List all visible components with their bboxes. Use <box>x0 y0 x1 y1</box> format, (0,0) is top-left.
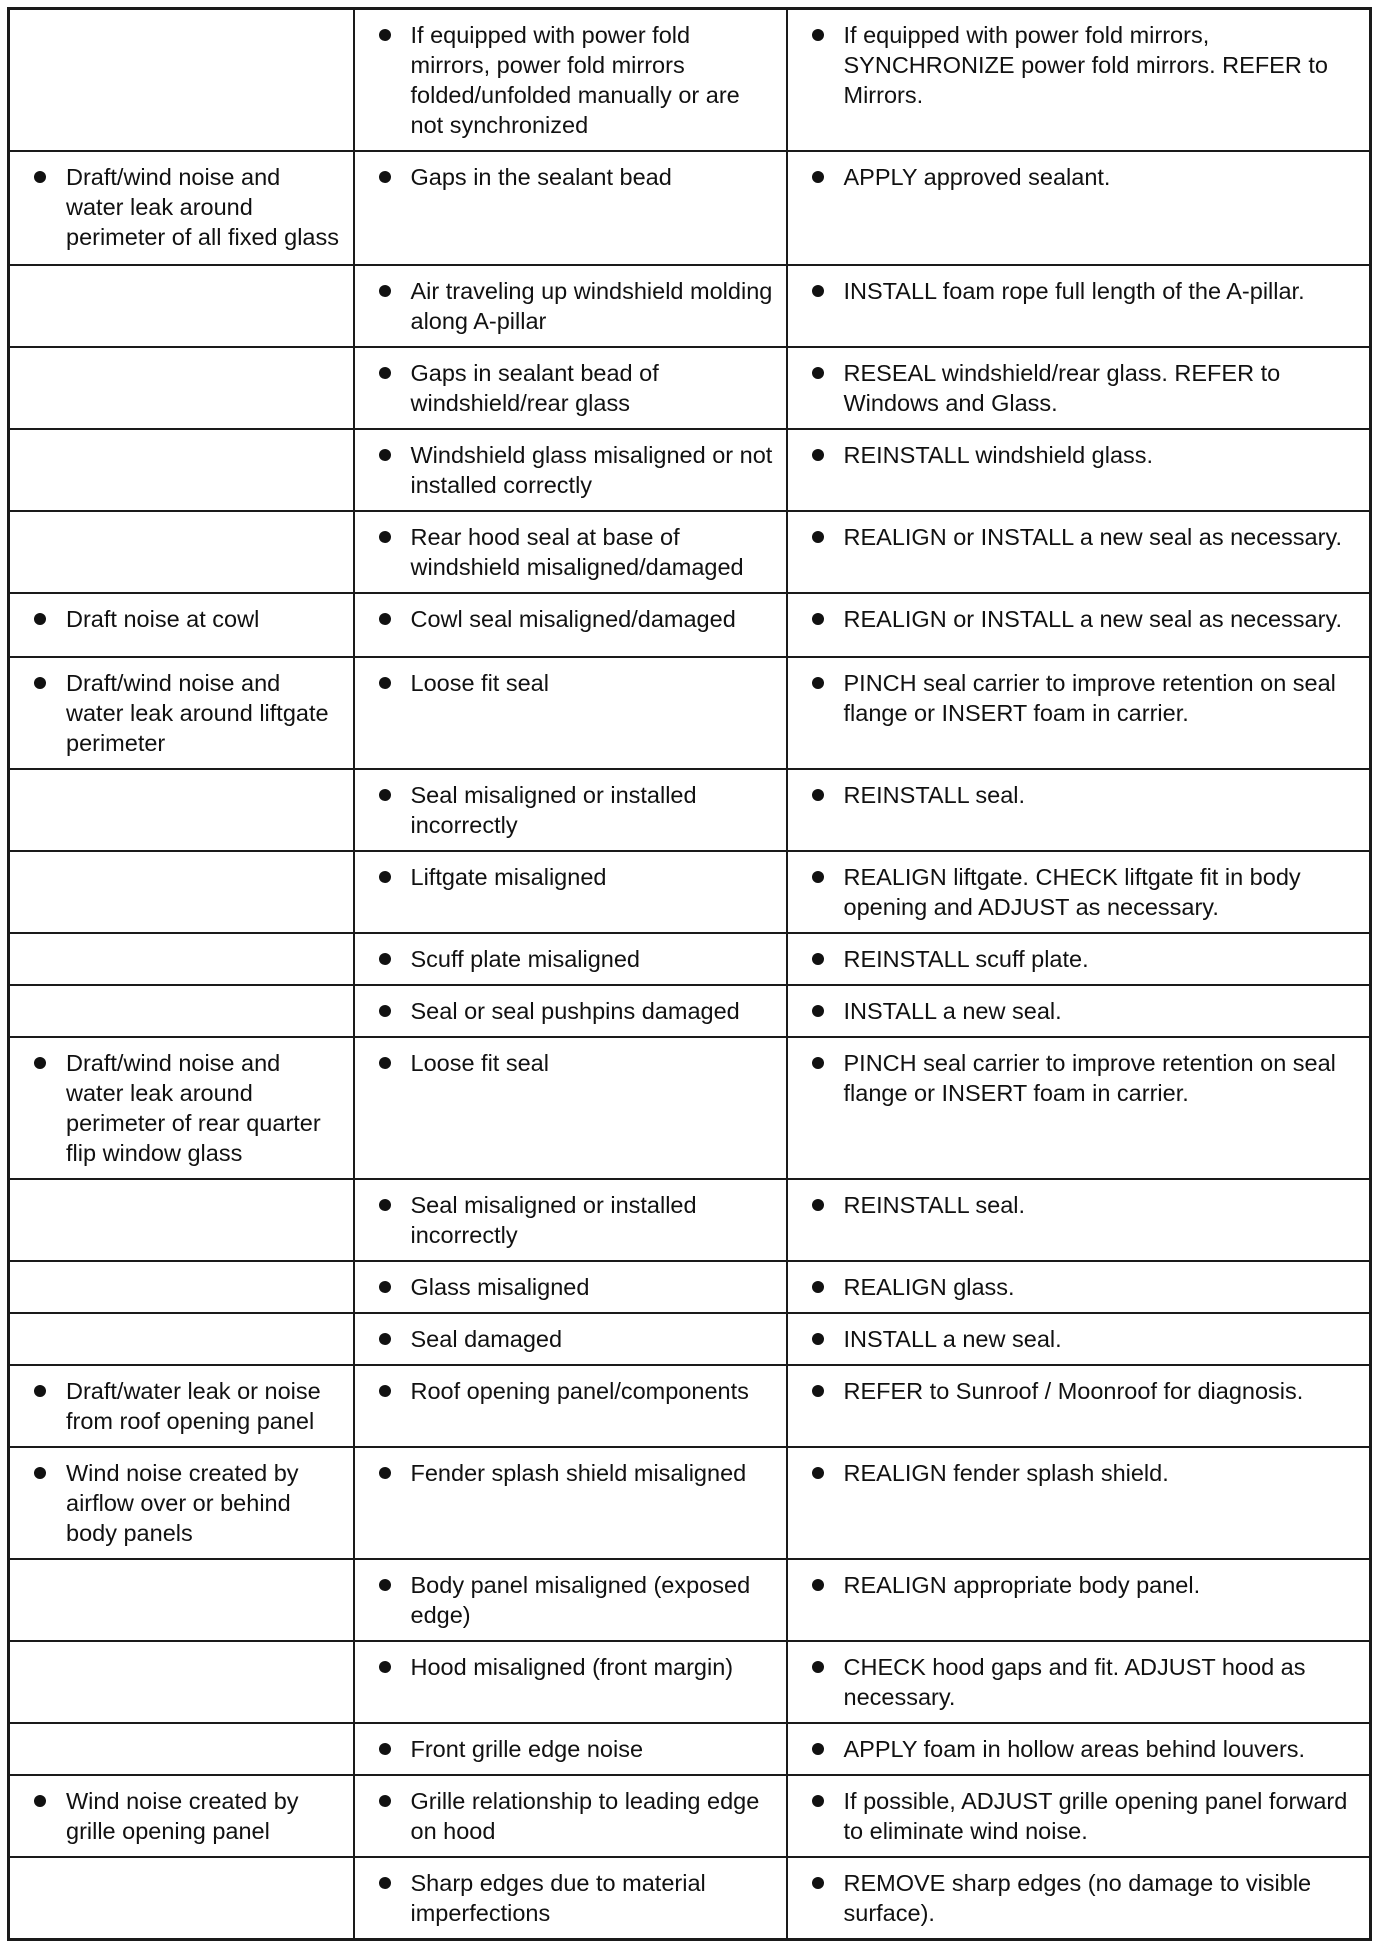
diagnosis-table-page <box>7 7 1369 1941</box>
bullet-icon <box>812 29 824 41</box>
source-text: Body panel misaligned (exposed edge) <box>410 1572 751 1628</box>
source-text: If equipped with power fold mirrors, power fold mirrors folded/unfolded manually or are not synchronized <box>410 22 740 138</box>
table-row <box>9 657 1371 769</box>
bullet-icon <box>379 1743 391 1755</box>
condition-cell <box>9 151 354 265</box>
source-text: Hood misaligned (front margin) <box>410 1654 734 1680</box>
bullet-icon <box>34 171 46 183</box>
source-text: Gaps in the sealant bead <box>410 164 672 190</box>
action-item <box>804 1570 1358 1600</box>
bullet-icon <box>379 789 391 801</box>
condition-cell <box>9 1179 354 1261</box>
bullet-icon <box>379 171 391 183</box>
source-item <box>371 780 774 840</box>
bullet-icon <box>379 1467 391 1479</box>
source-cell <box>354 1775 787 1857</box>
action-cell <box>787 429 1371 511</box>
source-text: Seal or seal pushpins damaged <box>410 998 740 1024</box>
source-text: Loose fit seal <box>410 670 549 696</box>
source-item <box>371 1570 774 1630</box>
source-item <box>371 1272 774 1302</box>
table-row <box>9 985 1371 1037</box>
action-item <box>804 1868 1358 1928</box>
action-cell <box>787 1857 1371 1940</box>
action-cell <box>787 769 1371 851</box>
table-row <box>9 1559 1371 1641</box>
action-item <box>804 1458 1358 1488</box>
table-row <box>9 769 1371 851</box>
source-text: Front grille edge noise <box>410 1736 644 1762</box>
source-cell <box>354 429 787 511</box>
bullet-icon <box>812 285 824 297</box>
condition-item <box>26 1376 341 1436</box>
action-cell <box>787 1447 1371 1559</box>
action-cell <box>787 657 1371 769</box>
action-text: INSTALL a new seal. <box>843 1326 1062 1352</box>
bullet-icon <box>379 1057 391 1069</box>
action-item <box>804 1324 1358 1354</box>
table-row <box>9 933 1371 985</box>
action-text: If equipped with power fold mirrors, SYNCHRONIZE power fold mirrors. REFER to Mirrors. <box>843 22 1328 108</box>
source-cell <box>354 1447 787 1559</box>
action-cell <box>787 265 1371 347</box>
source-item <box>371 1734 774 1764</box>
action-text: RESEAL windshield/rear glass. REFER to Windows and Glass. <box>843 360 1281 416</box>
condition-cell <box>9 1641 354 1723</box>
source-item <box>371 522 774 582</box>
action-cell <box>787 1365 1371 1447</box>
source-text: Air traveling up windshield molding along A-pillar <box>410 278 773 334</box>
bullet-icon <box>379 613 391 625</box>
condition-cell <box>9 851 354 933</box>
source-cell <box>354 985 787 1037</box>
table-row <box>9 1641 1371 1723</box>
table-row <box>9 265 1371 347</box>
bullet-icon <box>812 789 824 801</box>
action-item <box>804 1734 1358 1764</box>
table-row <box>9 1365 1371 1447</box>
action-text: INSTALL foam rope full length of the A-pillar. <box>843 278 1305 304</box>
condition-cell <box>9 265 354 347</box>
action-text: CHECK hood gaps and fit. ADJUST hood as necessary. <box>843 1654 1306 1710</box>
condition-item <box>26 1786 341 1846</box>
bullet-icon <box>812 1743 824 1755</box>
condition-text: Draft noise at cowl <box>66 606 260 632</box>
action-cell <box>787 1313 1371 1365</box>
source-item <box>371 1376 774 1406</box>
bullet-icon <box>812 1333 824 1345</box>
condition-cell <box>9 1775 354 1857</box>
source-text: Scuff plate misaligned <box>410 946 640 972</box>
condition-cell <box>9 657 354 769</box>
bullet-icon <box>379 285 391 297</box>
action-cell <box>787 511 1371 593</box>
source-cell <box>354 1037 787 1179</box>
source-item <box>371 20 774 140</box>
action-item <box>804 276 1358 306</box>
table-row <box>9 151 1371 265</box>
condition-cell <box>9 511 354 593</box>
source-text: Seal misaligned or installed incorrectly <box>410 782 697 838</box>
source-cell <box>354 593 787 657</box>
bullet-icon <box>812 1795 824 1807</box>
action-text: REMOVE sharp edges (no damage to visible surface). <box>843 1870 1312 1926</box>
source-text: Sharp edges due to material imperfections <box>410 1870 706 1926</box>
source-item <box>371 1786 774 1846</box>
bullet-icon <box>812 871 824 883</box>
bullet-icon <box>379 1005 391 1017</box>
action-text: INSTALL a new seal. <box>843 998 1062 1024</box>
source-item <box>371 944 774 974</box>
action-cell <box>787 1641 1371 1723</box>
action-text: REALIGN liftgate. CHECK liftgate fit in body opening and ADJUST as necessary. <box>843 864 1301 920</box>
action-cell <box>787 985 1371 1037</box>
source-text: Gaps in sealant bead of windshield/rear glass <box>410 360 659 416</box>
action-cell <box>787 151 1371 265</box>
table-row <box>9 1447 1371 1559</box>
source-cell <box>354 851 787 933</box>
action-cell <box>787 1775 1371 1857</box>
action-text: PINCH seal carrier to improve retention on seal flange or INSERT foam in carrier. <box>843 1050 1336 1106</box>
action-cell <box>787 1559 1371 1641</box>
condition-cell <box>9 429 354 511</box>
condition-cell <box>9 1723 354 1775</box>
bullet-icon <box>379 531 391 543</box>
action-cell <box>787 1179 1371 1261</box>
source-cell <box>354 1641 787 1723</box>
condition-text: Draft/wind noise and water leak around liftgate perimeter <box>66 670 329 756</box>
condition-cell <box>9 1559 354 1641</box>
table-row <box>9 429 1371 511</box>
bullet-icon <box>379 1281 391 1293</box>
source-item <box>371 1324 774 1354</box>
action-item <box>804 162 1358 192</box>
bullet-icon <box>34 677 46 689</box>
source-item <box>371 996 774 1026</box>
action-cell <box>787 851 1371 933</box>
table-row <box>9 1313 1371 1365</box>
action-item <box>804 1376 1358 1406</box>
condition-item <box>26 1458 341 1548</box>
action-text: REALIGN fender splash shield. <box>843 1460 1169 1486</box>
bullet-icon <box>34 613 46 625</box>
source-cell <box>354 347 787 429</box>
action-text: PINCH seal carrier to improve retention on seal flange or INSERT foam in carrier. <box>843 670 1336 726</box>
symptom-chart-table <box>7 7 1372 1941</box>
bullet-icon <box>379 449 391 461</box>
bullet-icon <box>379 367 391 379</box>
source-cell <box>354 1559 787 1641</box>
action-cell <box>787 1723 1371 1775</box>
source-text: Loose fit seal <box>410 1050 549 1076</box>
action-item <box>804 862 1358 922</box>
action-text: REINSTALL windshield glass. <box>843 442 1154 468</box>
condition-item <box>26 1048 341 1168</box>
bullet-icon <box>34 1795 46 1807</box>
action-item <box>804 1272 1358 1302</box>
bullet-icon <box>812 1661 824 1673</box>
table-row <box>9 347 1371 429</box>
condition-cell <box>9 933 354 985</box>
action-item <box>804 20 1358 110</box>
condition-cell <box>9 1037 354 1179</box>
source-text: Windshield glass misaligned or not installed correctly <box>410 442 773 498</box>
condition-text: Draft/water leak or noise from roof opening panel <box>66 1378 321 1434</box>
action-item <box>804 604 1358 634</box>
bullet-icon <box>812 531 824 543</box>
table-row <box>9 1179 1371 1261</box>
source-cell <box>354 151 787 265</box>
source-text: Roof opening panel/components <box>410 1378 749 1404</box>
table-row <box>9 1037 1371 1179</box>
source-text: Liftgate misaligned <box>410 864 607 890</box>
source-text: Seal damaged <box>410 1326 563 1352</box>
bullet-icon <box>379 677 391 689</box>
source-cell <box>354 511 787 593</box>
condition-cell <box>9 1365 354 1447</box>
source-item <box>371 1048 774 1078</box>
action-item <box>804 1652 1358 1712</box>
bullet-icon <box>379 1333 391 1345</box>
source-text: Seal misaligned or installed incorrectly <box>410 1192 697 1248</box>
action-cell <box>787 1037 1371 1179</box>
action-text: REFER to Sunroof / Moonroof for diagnosis. <box>843 1378 1304 1404</box>
bullet-icon <box>34 1385 46 1397</box>
source-item <box>371 276 774 336</box>
source-item <box>371 1652 774 1682</box>
table-row <box>9 593 1371 657</box>
bullet-icon <box>812 613 824 625</box>
condition-text: Draft/wind noise and water leak around perimeter of all fixed glass <box>66 164 339 250</box>
table-row <box>9 1261 1371 1313</box>
action-item <box>804 944 1358 974</box>
source-item <box>371 1868 774 1928</box>
condition-cell <box>9 769 354 851</box>
source-cell <box>354 933 787 985</box>
source-cell <box>354 1723 787 1775</box>
source-cell <box>354 265 787 347</box>
bullet-icon <box>812 367 824 379</box>
action-item <box>804 1190 1358 1220</box>
condition-cell <box>9 1447 354 1559</box>
bullet-icon <box>379 1385 391 1397</box>
source-item <box>371 604 774 634</box>
table-row <box>9 9 1371 152</box>
condition-cell <box>9 9 354 152</box>
bullet-icon <box>812 1385 824 1397</box>
condition-item <box>26 162 341 252</box>
bullet-icon <box>812 1281 824 1293</box>
bullet-icon <box>379 953 391 965</box>
table-row <box>9 511 1371 593</box>
action-text: REALIGN glass. <box>843 1274 1015 1300</box>
action-item <box>804 358 1358 418</box>
source-cell <box>354 1365 787 1447</box>
bullet-icon <box>379 29 391 41</box>
action-text: REINSTALL seal. <box>843 782 1026 808</box>
bullet-icon <box>379 1795 391 1807</box>
action-text: REINSTALL scuff plate. <box>843 946 1089 972</box>
condition-item <box>26 668 341 758</box>
source-cell <box>354 1857 787 1940</box>
source-item <box>371 1190 774 1250</box>
source-cell <box>354 769 787 851</box>
bullet-icon <box>812 953 824 965</box>
action-cell <box>787 933 1371 985</box>
bullet-icon <box>812 677 824 689</box>
condition-cell <box>9 347 354 429</box>
source-item <box>371 668 774 698</box>
source-cell <box>354 1179 787 1261</box>
table-row <box>9 1723 1371 1775</box>
source-cell <box>354 9 787 152</box>
bullet-icon <box>812 1579 824 1591</box>
action-item <box>804 522 1358 552</box>
bullet-icon <box>34 1467 46 1479</box>
bullet-icon <box>812 449 824 461</box>
source-text: Grille relationship to leading edge on hood <box>410 1788 760 1844</box>
source-text: Rear hood seal at base of windshield misaligned/damaged <box>410 524 744 580</box>
condition-cell <box>9 1313 354 1365</box>
action-text: REALIGN or INSTALL a new seal as necessary. <box>843 524 1342 550</box>
condition-cell <box>9 985 354 1037</box>
action-item <box>804 1048 1358 1108</box>
source-text: Glass misaligned <box>410 1274 590 1300</box>
source-item <box>371 862 774 892</box>
action-text: REALIGN or INSTALL a new seal as necessary. <box>843 606 1342 632</box>
condition-text: Wind noise created by grille opening panel <box>66 1788 299 1844</box>
bullet-icon <box>34 1057 46 1069</box>
action-text: APPLY approved sealant. <box>843 164 1111 190</box>
action-cell <box>787 9 1371 152</box>
action-text: REINSTALL seal. <box>843 1192 1026 1218</box>
source-cell <box>354 1261 787 1313</box>
source-cell <box>354 1313 787 1365</box>
table-row <box>9 1775 1371 1857</box>
action-cell <box>787 347 1371 429</box>
source-text: Fender splash shield misaligned <box>410 1460 747 1486</box>
source-item <box>371 358 774 418</box>
condition-cell <box>9 1857 354 1940</box>
source-text: Cowl seal misaligned/damaged <box>410 606 736 632</box>
condition-text: Draft/wind noise and water leak around perimeter of rear quarter flip window glass <box>66 1050 321 1166</box>
bullet-icon <box>812 1005 824 1017</box>
bullet-icon <box>812 1057 824 1069</box>
bullet-icon <box>379 1877 391 1889</box>
condition-cell <box>9 593 354 657</box>
bullet-icon <box>379 1579 391 1591</box>
bullet-icon <box>812 1467 824 1479</box>
bullet-icon <box>812 1199 824 1211</box>
action-item <box>804 440 1358 470</box>
table-row <box>9 1857 1371 1940</box>
bullet-icon <box>379 1199 391 1211</box>
condition-cell <box>9 1261 354 1313</box>
action-item <box>804 996 1358 1026</box>
action-cell <box>787 593 1371 657</box>
action-text: If possible, ADJUST grille opening panel forward to eliminate wind noise. <box>843 1788 1348 1844</box>
bullet-icon <box>379 871 391 883</box>
condition-item <box>26 604 341 634</box>
action-text: REALIGN appropriate body panel. <box>843 1572 1201 1598</box>
table-body <box>9 9 1371 1940</box>
action-item <box>804 780 1358 810</box>
source-item <box>371 162 774 192</box>
condition-text: Wind noise created by airflow over or behind body panels <box>66 1460 299 1546</box>
bullet-icon <box>812 1877 824 1889</box>
action-item <box>804 1786 1358 1846</box>
table-row <box>9 851 1371 933</box>
source-item <box>371 440 774 500</box>
source-cell <box>354 657 787 769</box>
action-text: APPLY foam in hollow areas behind louvers. <box>843 1736 1306 1762</box>
action-item <box>804 668 1358 728</box>
bullet-icon <box>379 1661 391 1673</box>
action-cell <box>787 1261 1371 1313</box>
bullet-icon <box>812 171 824 183</box>
source-item <box>371 1458 774 1488</box>
